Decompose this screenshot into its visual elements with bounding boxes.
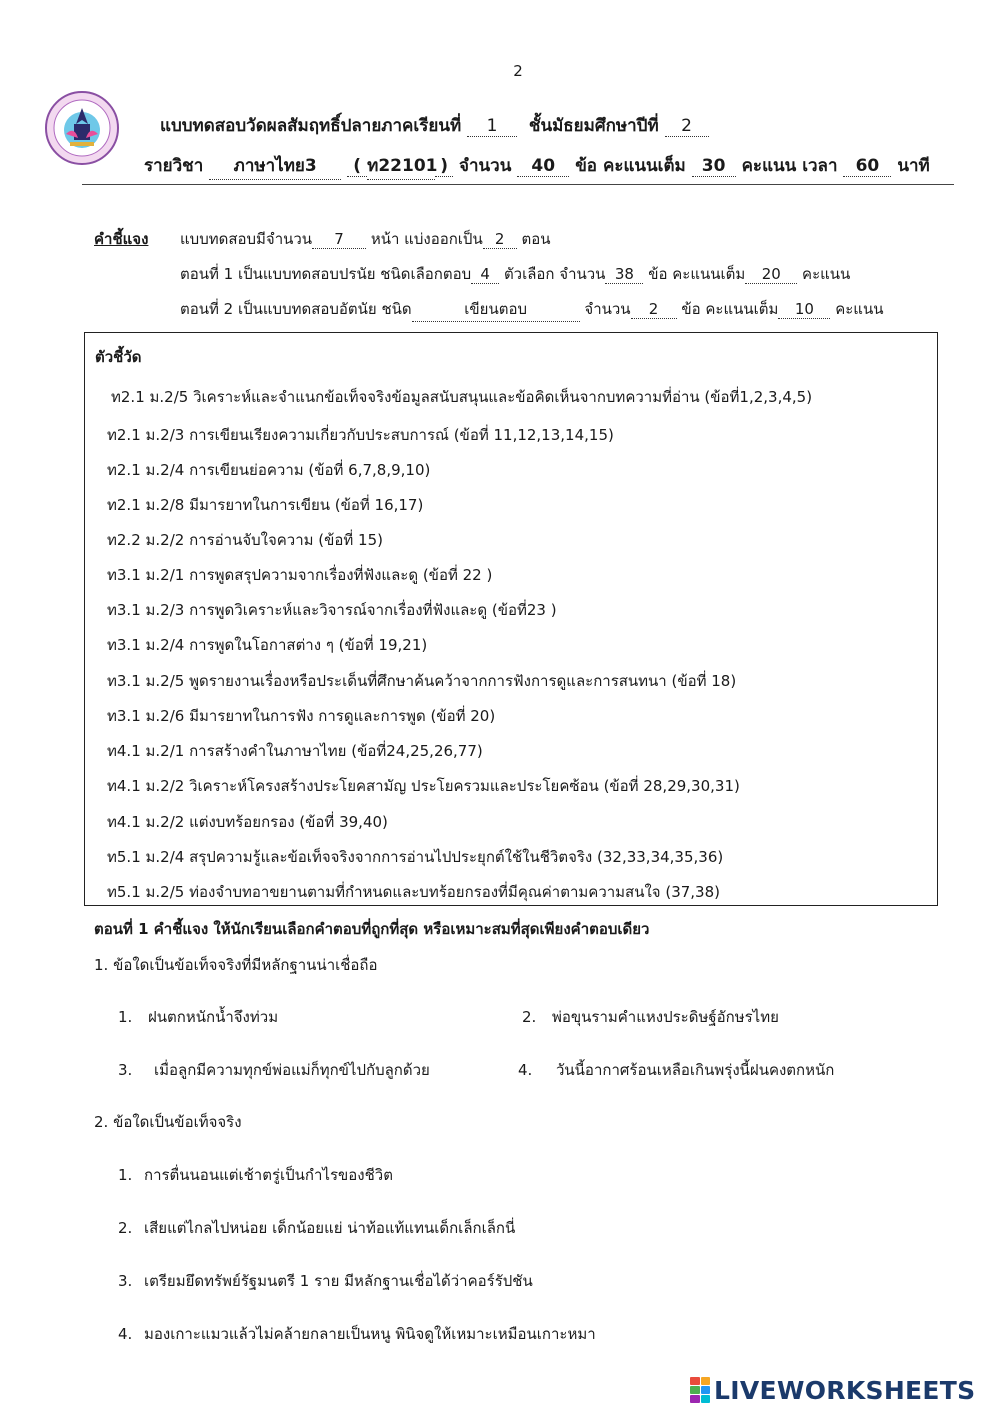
part2-type-field: เขียนตอบ (412, 297, 580, 322)
time-field: 60 (843, 156, 891, 177)
exam-title-line (160, 112, 709, 139)
part2-score-field: 10 (778, 300, 830, 319)
grade-label: ชั้นมัธยมศึกษาปีที่ (528, 116, 659, 136)
q1-option-4[interactable] (518, 1058, 834, 1082)
option-number: 4. (118, 1325, 133, 1343)
ins-text: คะแนน (802, 265, 851, 283)
q1-option-2[interactable] (522, 1005, 779, 1029)
option-number: 2. (522, 1008, 537, 1026)
indicator-item: ท5.1 ม.2/4 สรุปความรู้และข้อเท็จจริงจากการอ่านไปประยุกต์ใช้ในชีวิตจริง (32,33,34,35,36) (107, 848, 724, 866)
option-text: การตื่นนอนแต่เช้าตรู่เป็นกำไรของชีวิต (144, 1166, 393, 1184)
subject-field: ภาษาไทย3 (209, 152, 341, 180)
option-text: เมื่อลูกมีความทุกข์พ่อแม่ก็ทุกข์ไปกับลูกด้วย (154, 1061, 430, 1079)
indicator-item: ท3.1 ม.2/4 การพูดในโอกาสต่าง ๆ (ข้อที่ 19,21) (107, 636, 428, 654)
code-field: ท22101 (367, 152, 435, 180)
question-1: 1. ข้อใดเป็นข้อเท็จจริงที่มีหลักฐานน่าเชื่อถือ (94, 956, 378, 974)
option-number: 3. (118, 1272, 133, 1290)
ins-text: ข้อ คะแนนเต็ม (681, 300, 779, 318)
option-number: 4. (518, 1061, 533, 1079)
option-number: 1. (118, 1008, 133, 1026)
ins-text: ตัวเลือก จำนวน (503, 265, 606, 283)
count-label: จำนวน (459, 156, 512, 176)
option-text: ฝนตกหนักน้ำจึงท่วม (148, 1008, 279, 1026)
score-field: 30 (692, 156, 736, 177)
school-logo (44, 90, 120, 166)
indicators-box (84, 332, 938, 906)
header-divider (82, 184, 954, 185)
indicator-item: ท2.1 ม.2/4 การเขียนย่อความ (ข้อที่ 6,7,8,9,10) (107, 461, 431, 479)
subject-line (144, 152, 930, 180)
option-number: 3. (118, 1061, 133, 1079)
option-text: วันนี้อากาศร้อนเหลือเกินพรุ่งนี้ฝนคงตกหนัก (556, 1061, 835, 1079)
ins-text: แบบทดสอบมีจำนวน (180, 230, 313, 248)
option-number: 2. (118, 1219, 133, 1237)
ins-text: จำนวน (584, 300, 631, 318)
q2-option-4[interactable] (118, 1322, 596, 1346)
score-unit: คะแนน (741, 156, 797, 176)
indicator-item: ท2.1 ม.2/3 การเขียนเรียงความเกี่ยวกับประสบการณ์ (ข้อที่ 11,12,13,14,15) (107, 426, 614, 444)
choices-field: 4 (471, 265, 499, 284)
question-2: 2. ข้อใดเป็นข้อเท็จจริง (94, 1113, 242, 1131)
liveworksheets-brand[interactable] (690, 1374, 975, 1406)
item-unit: ข้อ (575, 156, 598, 176)
time-unit: นาที (897, 156, 930, 176)
indicator-item: ท3.1 ม.2/1 การพูดสรุปความจากเรื่องที่ฟังและดู (ข้อที่ 22 ) (107, 566, 493, 584)
option-text: พ่อขุนรามคำแหงประดิษฐ์อักษรไทย (552, 1008, 779, 1026)
indicator-item: ท4.1 ม.2/2 วิเคราะห์โครงสร้างประโยคสามัญ ประโยครวมและประโยคซ้อน (ข้อที่ 28,29,30,31) (107, 777, 740, 795)
semester-field: 1 (467, 116, 517, 137)
indicator-item: ท4.1 ม.2/1 การสร้างคำในภาษาไทย (ข้อที่24,25,26,77) (107, 742, 483, 760)
q2-option-1[interactable] (118, 1163, 393, 1187)
option-number: 1. (118, 1166, 133, 1184)
score-label: คะแนนเต็ม (602, 156, 686, 176)
q2-option-3[interactable] (118, 1269, 533, 1293)
indicator-item: ท2.1 ม.2/5 วิเคราะห์และจำแนกข้อเท็จจริงข้อมูลสนับสนุนและข้อคิดเห็นจากบทความที่อ่าน (ข้อที่1,2,3,4,5) (111, 388, 813, 406)
indicator-item: ท3.1 ม.2/6 มีมารยาทในการฟัง การดูและการพูด (ข้อที่ 20) (107, 707, 496, 725)
subject-label: รายวิชา (144, 156, 204, 176)
q1-option-1[interactable] (118, 1005, 278, 1029)
brand-text: LIVEWORKSHEETS (714, 1375, 976, 1405)
code-open: ( (347, 156, 367, 177)
instructions-line-3 (180, 297, 883, 322)
liveworksheets-icon (690, 1377, 710, 1403)
time-label: เวลา (802, 156, 838, 176)
option-text: มองเกาะแมวแล้วไม่คล้ายกลายเป็นหนู พินิจดูให้เหมาะเหมือนเกาะหมา (144, 1325, 596, 1343)
part2-count-field: 2 (631, 300, 677, 319)
q2-option-2[interactable] (118, 1216, 515, 1240)
ins-text: หน้า แบ่งออกเป็น (370, 230, 483, 248)
pages-field: 7 (312, 230, 366, 249)
ins-text: ตอนที่ 1 เป็นแบบทดสอบปรนัย ชนิดเลือกตอบ (180, 265, 472, 283)
option-text: เตรียมยึดทรัพย์รัฐมนตรี 1 ราย มีหลักฐานเชื่อได้ว่าคอร์รัปชัน (144, 1272, 533, 1290)
code-close: ) (435, 156, 453, 177)
indicator-item: ท4.1 ม.2/2 แต่งบทร้อยกรอง (ข้อที่ 39,40) (107, 813, 388, 831)
indicator-item: ท2.2 ม.2/2 การอ่านจับใจความ (ข้อที่ 15) (107, 531, 383, 549)
part1-count-field: 38 (605, 265, 643, 284)
indicator-item: ท3.1 ม.2/3 การพูดวิเคราะห์และวิจารณ์จากเรื่องที่ฟังและดู (ข้อที่23 ) (107, 601, 557, 619)
grade-field: 2 (665, 116, 709, 137)
instructions-label: คำชี้แจง (94, 230, 149, 248)
page-number: 2 (513, 62, 523, 80)
count-field: 40 (517, 156, 569, 177)
indicator-item: ท3.1 ม.2/5 พูดรายงานเรื่องหรือประเด็นที่ศึกษาค้นคว้าจากการฟังการดูและการสนทนา (ข้อที่ 18) (107, 672, 737, 690)
instructions-line-2 (180, 262, 850, 286)
indicators-title: ตัวชี้วัด (95, 348, 142, 366)
parts-field: 2 (483, 230, 517, 249)
ins-text: ข้อ คะแนนเต็ม (648, 265, 746, 283)
ins-text: ตอน (521, 230, 551, 248)
option-text: เสียแต่ไกลไปหน่อย เด็กน้อยแย่ น่าท้อแท้แทนเด็กเล็กเล็กนี่ (144, 1219, 516, 1237)
exam-title-prefix: แบบทดสอบวัดผลสัมฤทธิ์ปลายภาคเรียนที่ (160, 116, 462, 136)
ins-text: คะแนน (835, 300, 884, 318)
instructions-line-1 (180, 227, 551, 251)
ins-text: ตอนที่ 2 เป็นแบบทดสอบอัตนัย ชนิด (180, 300, 412, 318)
part1-instruction: ตอนที่ 1 คำชี้แจง ให้นักเรียนเลือกคำตอบที่ถูกที่สุด หรือเหมาะสมที่สุดเพียงคำตอบเดียว (94, 920, 650, 938)
part1-score-field: 20 (745, 265, 797, 284)
indicator-item: ท2.1 ม.2/8 มีมารยาทในการเขียน (ข้อที่ 16,17) (107, 496, 424, 514)
q1-option-3[interactable] (118, 1058, 430, 1082)
indicator-item: ท5.1 ม.2/5 ท่องจำบทอาขยานตามที่กำหนดและบทร้อยกรองที่มีคุณค่าตามความสนใจ (37,38) (107, 883, 720, 901)
